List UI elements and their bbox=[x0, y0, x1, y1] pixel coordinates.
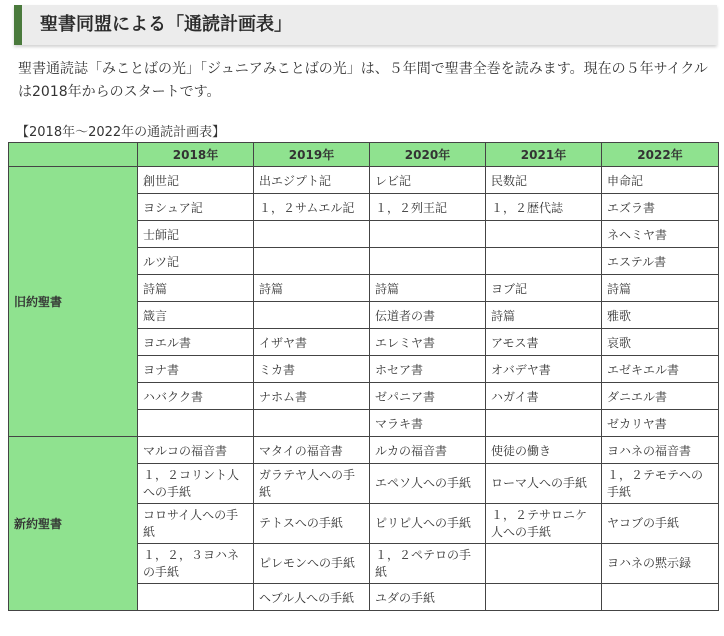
table-cell: ネヘミヤ書 bbox=[602, 221, 719, 248]
table-cell: １，２，３ヨハネの手紙 bbox=[138, 544, 254, 584]
table-cell bbox=[254, 302, 370, 329]
table-cell: 詩篇 bbox=[254, 275, 370, 302]
group-label-new-testament: 新約聖書 bbox=[9, 437, 138, 611]
table-cell: 詩篇 bbox=[486, 302, 602, 329]
table-cell: ルカの福音書 bbox=[370, 437, 486, 464]
header-2022: 2022年 bbox=[602, 143, 719, 167]
table-row bbox=[9, 437, 719, 464]
table-cell: 伝道者の書 bbox=[370, 302, 486, 329]
table-cell: 使徒の働き bbox=[486, 437, 602, 464]
table-cell: エステル書 bbox=[602, 248, 719, 275]
table-cell: １，２コリント人への手紙 bbox=[138, 464, 254, 504]
table-cell bbox=[254, 410, 370, 437]
table-cell bbox=[254, 248, 370, 275]
table-cell: ゼカリヤ書 bbox=[602, 410, 719, 437]
table-cell: 詩篇 bbox=[602, 275, 719, 302]
table-cell: １，２歴代誌 bbox=[486, 194, 602, 221]
reading-plan-table bbox=[8, 142, 719, 611]
table-body bbox=[9, 167, 719, 611]
table-cell: １，２サムエル記 bbox=[254, 194, 370, 221]
table-cell: 出エジプト記 bbox=[254, 167, 370, 194]
table-row bbox=[9, 167, 719, 194]
table-cell: ヨハネの黙示録 bbox=[602, 544, 719, 584]
table-cell: 創世記 bbox=[138, 167, 254, 194]
header-2019: 2019年 bbox=[254, 143, 370, 167]
table-cell: １，２テモテへの手紙 bbox=[602, 464, 719, 504]
table-header-row bbox=[9, 143, 719, 167]
table-cell: 哀歌 bbox=[602, 329, 719, 356]
table-cell: 雅歌 bbox=[602, 302, 719, 329]
table-cell: エペソ人への手紙 bbox=[370, 464, 486, 504]
table-cell: 詩篇 bbox=[138, 275, 254, 302]
group-label-old-testament: 旧約聖書 bbox=[9, 167, 138, 437]
table-cell: 民数記 bbox=[486, 167, 602, 194]
table-cell: ホセア書 bbox=[370, 356, 486, 383]
table-cell bbox=[138, 584, 254, 611]
table-cell bbox=[486, 410, 602, 437]
table-cell: ゼパニア書 bbox=[370, 383, 486, 410]
table-cell: マタイの福音書 bbox=[254, 437, 370, 464]
table-cell: ヤコブの手紙 bbox=[602, 504, 719, 544]
table-cell bbox=[138, 410, 254, 437]
header-2020: 2020年 bbox=[370, 143, 486, 167]
header-corner bbox=[9, 143, 138, 167]
table-cell: エレミヤ書 bbox=[370, 329, 486, 356]
table-cell: 詩篇 bbox=[370, 275, 486, 302]
table-cell bbox=[486, 584, 602, 611]
table-cell: オバデヤ書 bbox=[486, 356, 602, 383]
page-title: 聖書同盟による「通読計画表」 bbox=[40, 14, 292, 35]
table-cell: テトスへの手紙 bbox=[254, 504, 370, 544]
table-cell: ダニエル書 bbox=[602, 383, 719, 410]
table-cell: ヨナ書 bbox=[138, 356, 254, 383]
table-cell: ミカ書 bbox=[254, 356, 370, 383]
page-title-bar bbox=[14, 5, 717, 45]
table-cell: ピリピ人への手紙 bbox=[370, 504, 486, 544]
table-cell: ガラテヤ人への手紙 bbox=[254, 464, 370, 504]
header-2021: 2021年 bbox=[486, 143, 602, 167]
table-cell: レビ記 bbox=[370, 167, 486, 194]
table-cell bbox=[602, 584, 719, 611]
table-cell: ヨエル書 bbox=[138, 329, 254, 356]
table-cell: マルコの福音書 bbox=[138, 437, 254, 464]
table-cell: ナホム書 bbox=[254, 383, 370, 410]
table-cell: マラキ書 bbox=[370, 410, 486, 437]
table-cell: ルツ記 bbox=[138, 248, 254, 275]
table-cell: 士師記 bbox=[138, 221, 254, 248]
table-cell bbox=[254, 221, 370, 248]
table-cell: ローマ人への手紙 bbox=[486, 464, 602, 504]
table-cell: アモス書 bbox=[486, 329, 602, 356]
table-cell: ハガイ書 bbox=[486, 383, 602, 410]
table-cell: エゼキエル書 bbox=[602, 356, 719, 383]
table-cell: ヨシュア記 bbox=[138, 194, 254, 221]
table-cell: １，２テサロニケ人への手紙 bbox=[486, 504, 602, 544]
table-cell: 箴言 bbox=[138, 302, 254, 329]
table-cell: ユダの手紙 bbox=[370, 584, 486, 611]
table-cell: ヨブ記 bbox=[486, 275, 602, 302]
table-cell: １，２列王記 bbox=[370, 194, 486, 221]
intro-text: 聖書通読誌「みことばの光」「ジュニアみことばの光」は、５年間で聖書全巻を読みます。現在の５年サイクルは2018年からのスタートです。 bbox=[18, 61, 708, 100]
table-cell bbox=[486, 544, 602, 584]
table-cell: イザヤ書 bbox=[254, 329, 370, 356]
table-caption: 【2018年～2022年の通読計画表】 bbox=[16, 125, 226, 140]
table-cell: ハバクク書 bbox=[138, 383, 254, 410]
header-2018: 2018年 bbox=[138, 143, 254, 167]
table-cell: ヨハネの福音書 bbox=[602, 437, 719, 464]
table-cell bbox=[486, 221, 602, 248]
table-cell: ヘブル人への手紙 bbox=[254, 584, 370, 611]
table-cell bbox=[486, 248, 602, 275]
table-cell: エズラ書 bbox=[602, 194, 719, 221]
table-cell: コロサイ人への手紙 bbox=[138, 504, 254, 544]
table-cell: １，２ペテロの手紙 bbox=[370, 544, 486, 584]
table-cell bbox=[370, 248, 486, 275]
table-cell: ピレモンへの手紙 bbox=[254, 544, 370, 584]
table-cell bbox=[370, 221, 486, 248]
table-cell: 申命記 bbox=[602, 167, 719, 194]
